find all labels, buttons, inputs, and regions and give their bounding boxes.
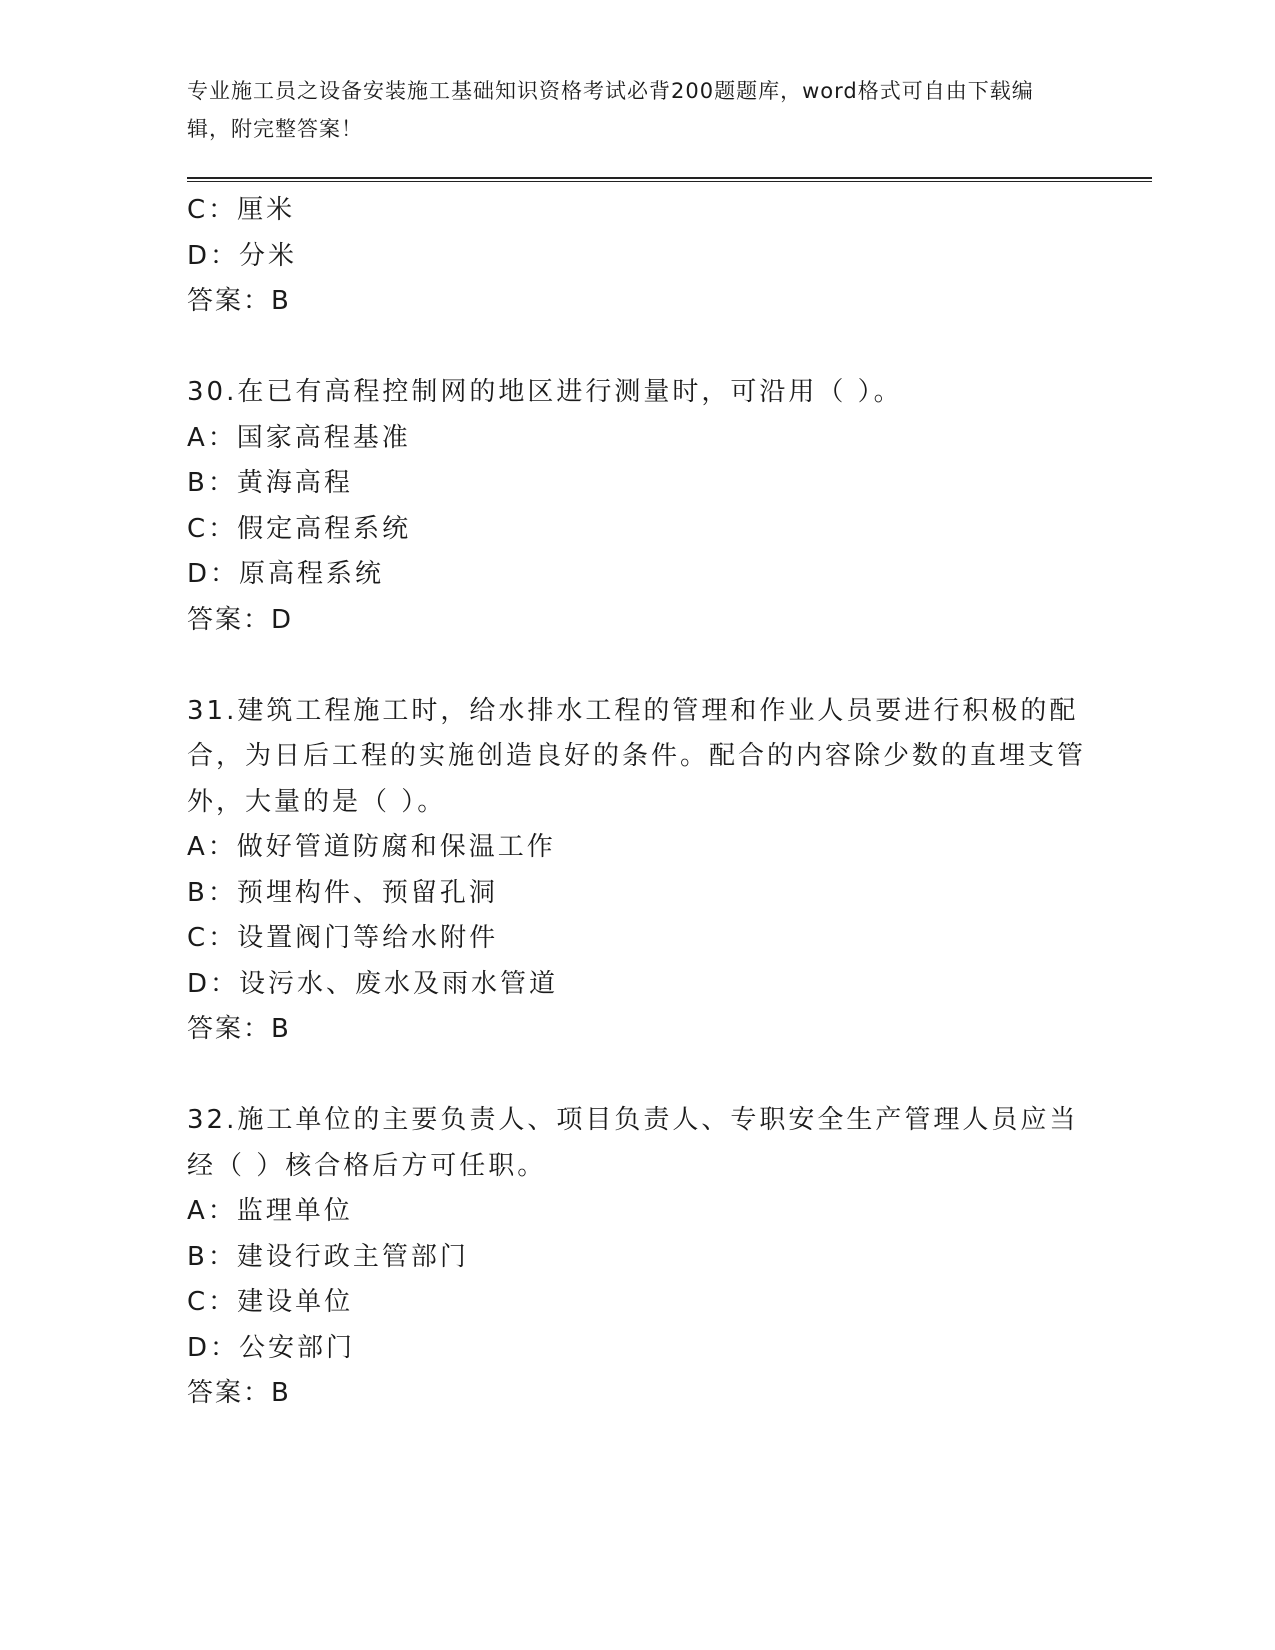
option-d: D：原高程系统	[187, 559, 385, 589]
question-text: 31.建筑工程施工时，给水排水工程的管理和作业人员要进行积极的配合，为日后工程的实施创造良好的条件。配合的内容除少数的直埋支管外，大量的是（ ）。	[187, 695, 1087, 817]
question-list	[187, 188, 1087, 1417]
option-d: D：设污水、废水及雨水管道	[187, 968, 559, 999]
answer: 答案：B	[187, 1378, 291, 1408]
question-31	[187, 689, 1087, 1053]
answer: 答案：B	[187, 286, 291, 316]
question-text: 30.在已有高程控制网的地区进行测量时，可沿用（ ）。	[187, 377, 903, 407]
option-d: D：分米	[187, 240, 298, 271]
option-b: B：预埋构件、预留孔洞	[187, 877, 498, 908]
option-b: B：建设行政主管部门	[187, 1241, 469, 1272]
option-a: A：国家高程基准	[187, 422, 411, 453]
answer: 答案：B	[187, 1014, 291, 1044]
document-title: 专业施工员之设备安装施工基础知识资格考试必背200题题库，word格式可自由下载编辑，附完整答案！	[187, 79, 1034, 141]
option-a: A：做好管道防腐和保温工作	[187, 832, 556, 862]
answer: 答案：D	[187, 604, 294, 635]
document-header	[187, 72, 1067, 148]
question-30	[187, 370, 1087, 643]
option-c: C：假定高程系统	[187, 513, 412, 544]
option-b: B：黄海高程	[187, 468, 353, 498]
option-d: D：公安部门	[187, 1332, 356, 1363]
question-32	[187, 1098, 1087, 1417]
option-c: C：建设单位	[187, 1287, 354, 1317]
option-c: C：厘米	[187, 195, 296, 225]
continued-question	[187, 188, 1087, 325]
option-c: C：设置阀门等给水附件	[187, 923, 499, 953]
header-divider	[187, 177, 1152, 182]
question-text: 32.施工单位的主要负责人、项目负责人、专职安全生产管理人员应当经（ ）核合格后方可任职。	[187, 1105, 1079, 1181]
option-a: A：监理单位	[187, 1196, 353, 1226]
